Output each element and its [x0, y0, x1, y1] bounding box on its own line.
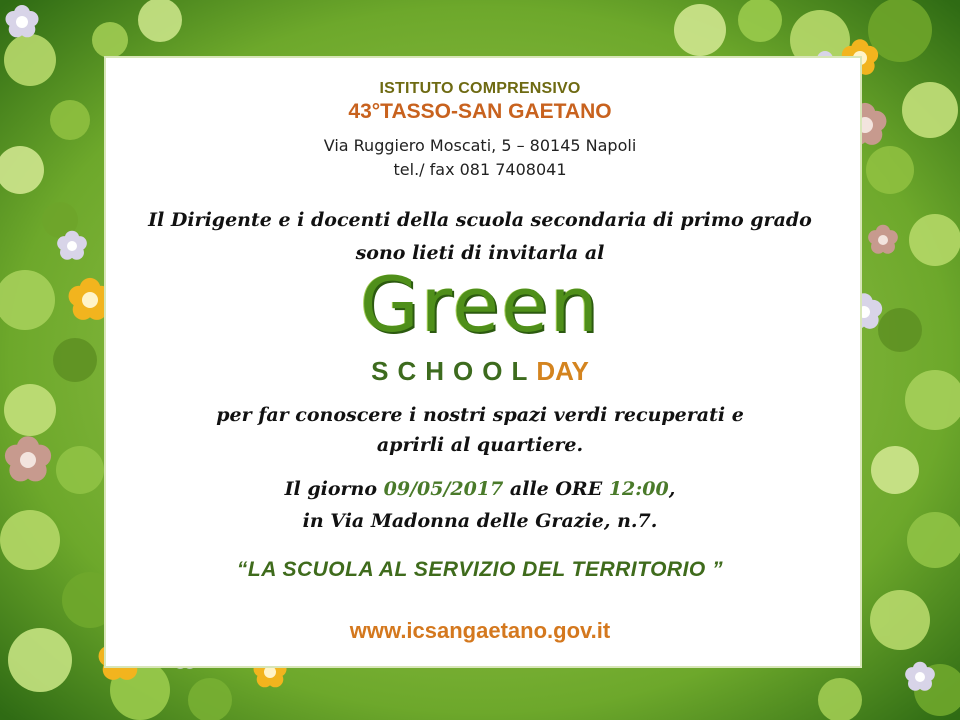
- invitation-line-2: sono lieti di invitarla al: [355, 242, 605, 264]
- date-suffix: ,: [668, 478, 676, 500]
- event-date: 09/05/2017: [383, 478, 504, 500]
- date-prefix: Il giorno: [284, 478, 384, 500]
- website-link[interactable]: www.icsangaetano.gov.it: [349, 618, 611, 643]
- event-subtitle: [0, 356, 960, 387]
- school-phone: tel./ fax 081 7408041: [393, 160, 567, 179]
- institute-type: ISTITUTO COMPRENSIVO: [379, 80, 581, 97]
- school-address: Via Ruggiero Moscati, 5 – 80145 Napoli: [323, 136, 637, 155]
- event-subtitle-school: SCHOOL: [371, 356, 537, 386]
- date-middle: alle ORE: [503, 478, 609, 500]
- event-date-line: [0, 478, 960, 500]
- purpose-line-1: per far conoscere i nostri spazi verdi recuperati e: [216, 404, 744, 426]
- school-name: 43°TASSO-SAN GAETANO: [348, 100, 612, 123]
- event-location: in Via Madonna delle Grazie, n.7.: [302, 510, 658, 532]
- invitation-line-1: Il Dirigente e i docenti della scuola secondaria di primo grado: [148, 209, 812, 231]
- event-time: 12:00: [608, 478, 669, 500]
- motto: “LA SCUOLA AL SERVIZIO DEL TERRITORIO ”: [236, 558, 724, 581]
- event-title-green: Green: [359, 260, 601, 349]
- purpose-line-2: aprirli al quartiere.: [376, 434, 584, 456]
- event-subtitle-day: DAY: [536, 356, 589, 386]
